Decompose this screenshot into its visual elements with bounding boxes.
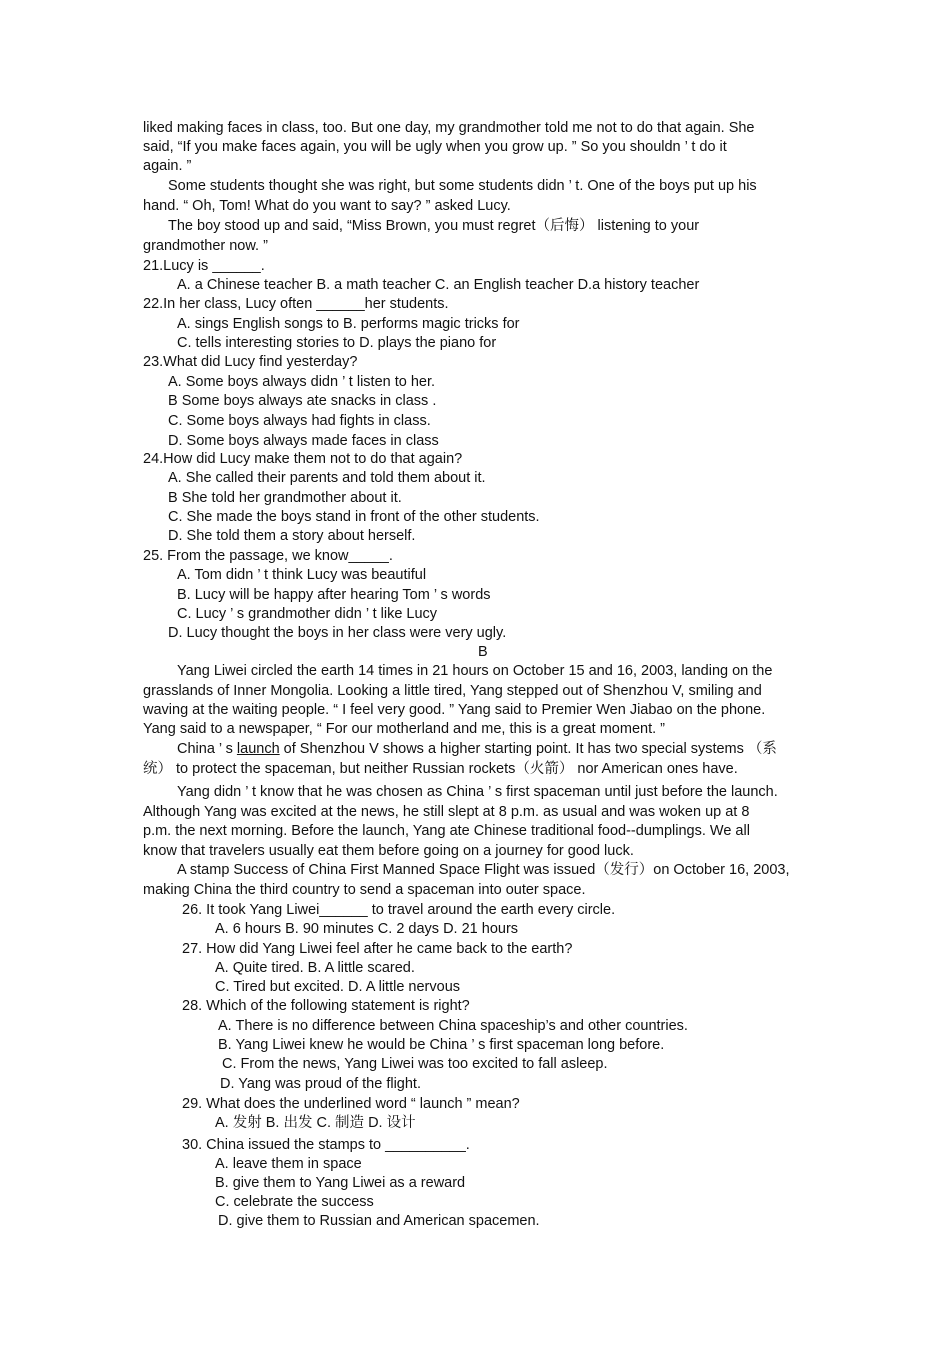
passage-line: liked making faces in class, too. But one day, my grandmother told me not to do that again. She — [143, 120, 755, 136]
question-23-option-c: C. Some boys always had fights in class. — [168, 413, 431, 429]
question-21-options: A. a Chinese teacher B. a math teacher C. an English teacher D.a history teacher — [177, 277, 700, 293]
question-24: 24.How did Lucy make them not to do that again? — [143, 451, 463, 467]
question-27: 27. How did Yang Liwei feel after he came back to the earth? — [182, 941, 573, 957]
passage-line: said, “If you make faces again, you will be ugly when you grow up. ” So you shouldn ’ t do it — [143, 139, 727, 155]
question-22: 22.In her class, Lucy often ______her students. — [143, 296, 449, 312]
question-30: 30. China issued the stamps to __________. — [182, 1137, 470, 1153]
question-26: 26. It took Yang Liwei______ to travel around the earth every circle. — [182, 902, 616, 918]
passage-line: Although Yang was excited at the news, he still slept at 8 p.m. as usual and was woken up at 8 — [143, 804, 750, 820]
question-23-option-b: B Some boys always ate snacks in class . — [168, 393, 437, 409]
passage-line: making China the third country to send a spaceman into outer space. — [143, 882, 586, 898]
question-25-option-b: B. Lucy will be happy after hearing Tom ’ s words — [177, 587, 491, 603]
question-22-options-ab: A. sings English songs to B. performs magic tricks for — [177, 316, 520, 332]
question-24-option-b: B She told her grandmother about it. — [168, 490, 402, 506]
underlined-word-launch: launch — [236, 741, 280, 757]
question-23-option-d: D. Some boys always made faces in class — [168, 433, 439, 449]
question-22-options-cd: C. tells interesting stories to D. plays the piano for — [177, 335, 497, 351]
question-24-option-d: D. She told them a story about herself. — [168, 528, 416, 544]
question-30-option-d: D. give them to Russian and American spacemen. — [218, 1213, 540, 1229]
question-28-option-c: C. From the news, Yang Liwei was too excited to fall asleep. — [222, 1056, 608, 1072]
question-30-option-c: C. celebrate the success — [215, 1194, 374, 1210]
passage-line: The boy stood up and said, “Miss Brown, you must regret（后悔） listening to your — [168, 218, 700, 234]
question-29: 29. What does the underlined word “ launch ” mean? — [182, 1096, 520, 1112]
question-21: 21.Lucy is ______. — [143, 258, 265, 274]
question-27-options-cd: C. Tired but excited. D. A little nervous — [215, 979, 461, 995]
question-23-option-a: A. Some boys always didn ’ t listen to her. — [168, 374, 436, 390]
question-28-option-b: B. Yang Liwei knew he would be China ’ s first spaceman long before. — [218, 1037, 665, 1053]
question-30-option-a: A. leave them in space — [215, 1156, 362, 1172]
passage-line: again. ” — [143, 158, 192, 174]
question-27-options-ab: A. Quite tired. B. A little scared. — [215, 960, 415, 976]
question-28-option-a: A. There is no difference between China spaceship’s and other countries. — [218, 1018, 688, 1034]
passage-line: A stamp Success of China First Manned Space Flight was issued（发行）on October 16, 2003, — [177, 862, 790, 878]
passage-line: Yang didn ’ t know that he was chosen as China ’ s first spaceman until just before the launch. — [177, 784, 778, 800]
passage-line: Yang Liwei circled the earth 14 times in 21 hours on October 15 and 16, 2003, landing on the — [177, 663, 773, 679]
question-30-option-b: B. give them to Yang Liwei as a reward — [215, 1175, 466, 1191]
passage-line — [177, 740, 777, 758]
passage-line: grandmother now. ” — [143, 238, 268, 254]
section-b-heading: B — [478, 644, 488, 660]
passage-text: of Shenzhou V shows a higher starting point. It has two special systems （系 — [279, 741, 777, 757]
passage-line: Yang said to a newspaper, “ For our motherland and me, this is a great moment. ” — [143, 721, 665, 737]
question-26-options: A. 6 hours B. 90 minutes C. 2 days D. 21 hours — [215, 921, 519, 937]
passage-text: China ’ s — [177, 741, 237, 757]
passage-line: p.m. the next morning. Before the launch, Yang ate Chinese traditional food--dumplings. We all — [143, 823, 750, 839]
question-25-option-c: C. Lucy ’ s grandmother didn ’ t like Lucy — [177, 606, 438, 622]
passage-line: hand. “ Oh, Tom! What do you want to say? ” asked Lucy. — [143, 198, 511, 214]
passage-line: waving at the waiting people. “ I feel very good. ” Yang said to Premier Wen Jiabao on the phone. — [143, 702, 766, 718]
passage-line: know that travelers usually eat them before going on a journey for good luck. — [143, 843, 634, 859]
passage-line: grasslands of Inner Mongolia. Looking a little tired, Yang stepped out of Shenzhou V, smiling and — [143, 683, 762, 699]
question-25: 25. From the passage, we know_____. — [143, 548, 393, 564]
passage-line: 统） to protect the spaceman, but neither Russian rockets（火箭） nor American ones have. — [143, 761, 738, 777]
question-28-option-d: D. Yang was proud of the flight. — [220, 1076, 421, 1092]
question-23: 23.What did Lucy find yesterday? — [143, 354, 358, 370]
question-25-option-a: A. Tom didn ’ t think Lucy was beautiful — [177, 567, 427, 583]
question-25-option-d: D. Lucy thought the boys in her class were very ugly. — [168, 625, 507, 641]
passage-line: Some students thought she was right, but some students didn ’ t. One of the boys put up his — [168, 178, 757, 194]
question-24-option-c: C. She made the boys stand in front of the other students. — [168, 509, 540, 525]
question-24-option-a: A. She called their parents and told them about it. — [168, 470, 486, 486]
question-29-options: A. 发射 B. 出发 C. 制造 D. 设计 — [215, 1115, 416, 1131]
question-28: 28. Which of the following statement is right? — [182, 998, 470, 1014]
